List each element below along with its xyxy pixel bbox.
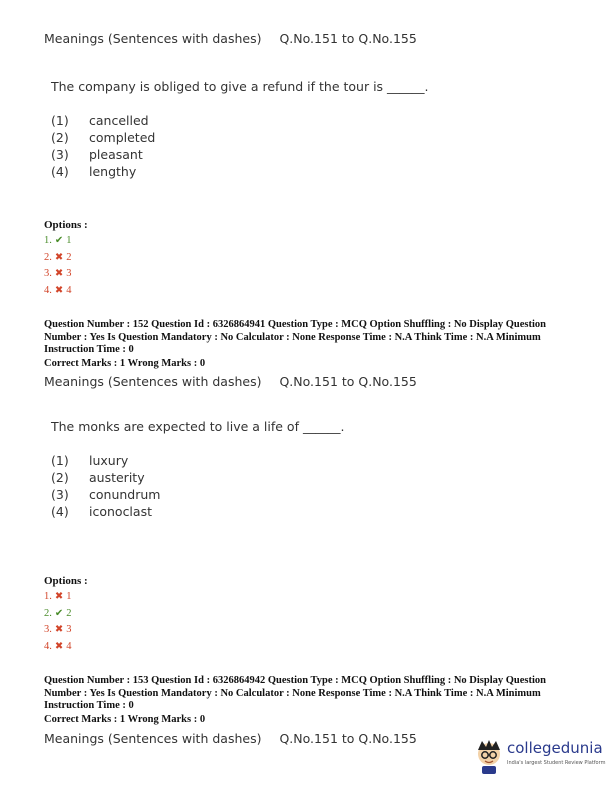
answer-value: 2 [66, 608, 72, 619]
section-title: Meanings (Sentences with dashes) [44, 31, 262, 46]
question-meta: Question Number : 152 Question Id : 6326864941 Question Type : MCQ Option Shuffling : No Display Question Number : Yes Is Question Mandatory : No Calculator : None Response Time : N.A Think Time : N.A Minimum Instruction Time : 0 [44, 319, 547, 355]
option-text: iconoclast [89, 504, 152, 519]
option-number: (4) [51, 504, 69, 519]
answer-index: 1. [44, 591, 52, 602]
option-row [51, 113, 149, 128]
option-number: (1) [51, 453, 69, 468]
answer-index: 1. [44, 235, 52, 246]
section-title: Meanings (Sentences with dashes) [44, 731, 262, 746]
question-range: Q.No.151 to Q.No.155 [279, 31, 417, 46]
cross-icon: ✖ [54, 641, 64, 652]
answer-value: 1 [66, 235, 72, 246]
answer-index: 3. [44, 268, 52, 279]
answer-value: 3 [66, 268, 72, 279]
cross-icon: ✖ [54, 268, 64, 279]
option-text: luxury [89, 453, 129, 468]
option-row [51, 164, 136, 179]
option-row [51, 487, 160, 502]
check-icon: ✔ [54, 608, 64, 619]
question-range: Q.No.151 to Q.No.155 [279, 374, 417, 389]
marks-info: Correct Marks : 1 Wrong Marks : 0 [44, 358, 206, 369]
option-text: conundrum [89, 487, 161, 502]
question-text: The monks are expected to live a life of ______. [51, 419, 345, 434]
logo-name: collegedunia [507, 739, 603, 757]
marks-info: Correct Marks : 1 Wrong Marks : 0 [44, 714, 206, 725]
answer-index: 2. [44, 608, 52, 619]
check-icon: ✔ [54, 235, 64, 246]
option-row [51, 453, 128, 468]
question-meta: Question Number : 153 Question Id : 6326864942 Question Type : MCQ Option Shuffling : No Display Question Number : Yes Is Question Mandatory : No Calculator : None Response Time : N.A Think Time : N.A Minimum Instruction Time : 0 [44, 675, 547, 711]
option-text: cancelled [89, 113, 149, 128]
section-header [44, 374, 417, 389]
answer-value: 2 [66, 252, 72, 263]
answer-index: 4. [44, 641, 52, 652]
section-header [44, 731, 417, 746]
cross-icon: ✖ [54, 591, 64, 602]
answer-index: 2. [44, 252, 52, 263]
answer-row [44, 285, 72, 296]
answer-value: 3 [66, 624, 72, 635]
option-number: (4) [51, 164, 69, 179]
cross-icon: ✖ [54, 624, 64, 635]
options-title: Options : [44, 219, 88, 231]
option-number: (1) [51, 113, 69, 128]
options-title: Options : [44, 575, 88, 587]
answer-value: 1 [66, 591, 72, 602]
answer-index: 4. [44, 285, 52, 296]
mascot-icon [474, 738, 504, 774]
option-number: (2) [51, 130, 69, 145]
option-text: lengthy [89, 164, 137, 179]
question-text: The company is obliged to give a refund if the tour is ______. [51, 79, 429, 94]
section-title: Meanings (Sentences with dashes) [44, 374, 262, 389]
answer-row [44, 235, 72, 246]
answer-row [44, 268, 72, 279]
answer-row [44, 591, 72, 602]
answer-value: 4 [66, 641, 72, 652]
answer-row [44, 252, 72, 263]
option-number: (3) [51, 487, 69, 502]
answer-row [44, 624, 72, 635]
answer-value: 4 [66, 285, 72, 296]
answer-row [44, 608, 72, 619]
cross-icon: ✖ [54, 252, 64, 263]
option-text: pleasant [89, 147, 143, 162]
answer-index: 3. [44, 624, 52, 635]
option-row [51, 504, 152, 519]
option-text: austerity [89, 470, 145, 485]
logo-tagline: India's largest Student Review Platform [507, 760, 606, 766]
question-range: Q.No.151 to Q.No.155 [279, 731, 417, 746]
option-text: completed [89, 130, 156, 145]
section-header [44, 31, 417, 46]
option-row [51, 147, 143, 162]
option-row [51, 470, 145, 485]
cross-icon: ✖ [54, 285, 64, 296]
option-number: (3) [51, 147, 69, 162]
option-number: (2) [51, 470, 69, 485]
collegedunia-logo [474, 736, 606, 776]
answer-row [44, 641, 72, 652]
option-row [51, 130, 155, 145]
